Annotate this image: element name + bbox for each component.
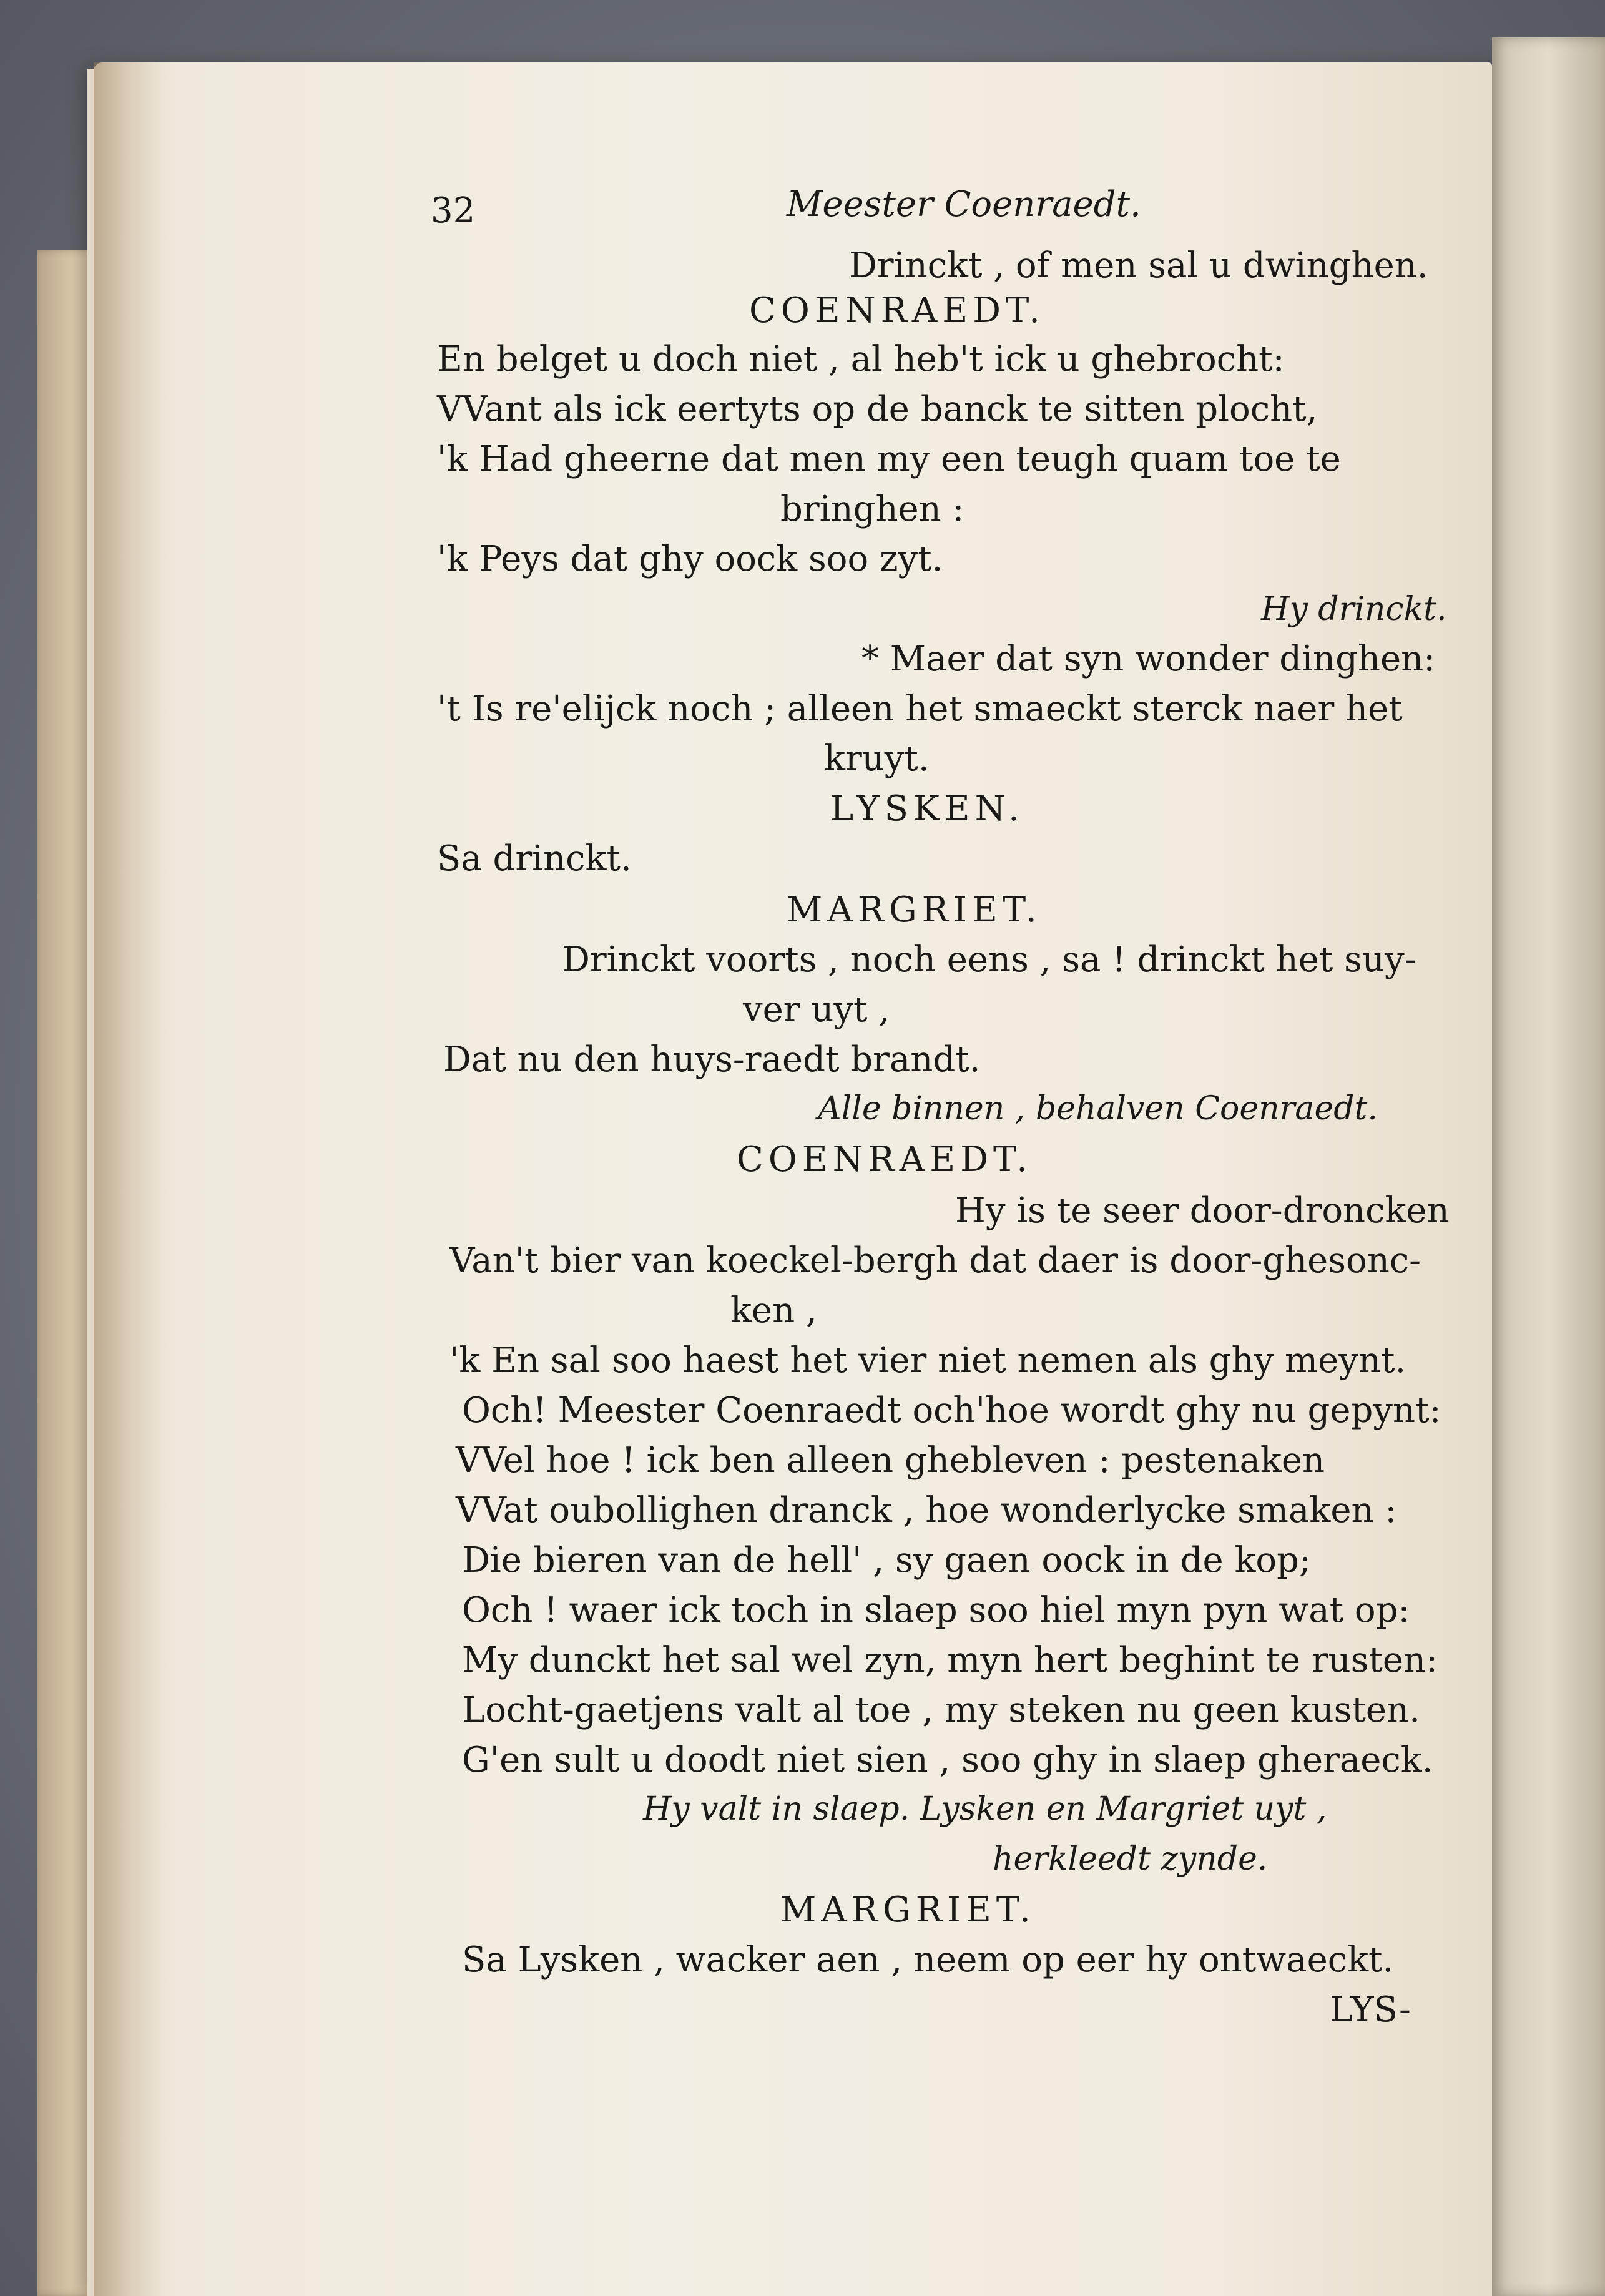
speaker-name: COENRAEDT. [749, 290, 1045, 331]
verse-line: kruyt. [824, 738, 930, 779]
speaker-name: LYSKEN. [830, 788, 1024, 829]
verse-line: Die bieren van de hell' , sy gaen oock in de kop; [462, 1540, 1311, 1581]
verse-line: My dunckt het sal wel zyn, myn hert beghint te rusten: [462, 1640, 1438, 1680]
stage-direction: herkleedt zynde. [993, 1840, 1268, 1878]
verse-line: 't Is re'elijck noch ; alleen het smaeckt sterck naer het [437, 689, 1403, 729]
verse-line: 'k Peys dat ghy oock soo zyt. [437, 539, 943, 579]
verse-line: Och ! waer ick toch in slaep soo hiel myn pyn wat op: [462, 1590, 1410, 1631]
verse-line: Van't bier van koeckel-bergh dat daer is door-ghesonc- [449, 1240, 1421, 1281]
verse-line: Sa drinckt. [437, 838, 632, 879]
verse-line: * Maer dat syn wonder dinghen: [861, 639, 1436, 679]
speaker-name: MARGRIET. [787, 890, 1042, 930]
verse-line: 'k Had gheerne dat men my een teugh quam toe te [437, 439, 1341, 479]
verse-line: VVat oubollighen dranck , hoe wonderlycke smaken : [456, 1490, 1397, 1531]
verse-line: Dat nu den huys-raedt brandt. [443, 1039, 981, 1080]
verse-line: 'k En sal soo haest het vier niet nemen als ghy meynt. [449, 1340, 1406, 1381]
book-page [94, 62, 1492, 2296]
verse-line: Och! Meester Coenraedt och'hoe wordt ghy nu gepynt: [462, 1390, 1441, 1431]
verse-line: G'en sult u doodt niet sien , soo ghy in slaep gheraeck. [462, 1740, 1433, 1780]
verse-line: Hy is te seer door-droncken [955, 1190, 1450, 1231]
facing-page-edge [1492, 37, 1605, 2296]
page-number: 32 [431, 190, 476, 231]
verse-line: Sa Lysken , wacker aen , neem op eer hy ontwaeckt. [462, 1940, 1394, 1980]
verse-line: Locht-gaetjens valt al toe , my steken nu geen kusten. [462, 1690, 1420, 1730]
verse-line: Drinckt , of men sal u dwinghen. [849, 245, 1428, 286]
verse-line: En belget u doch niet , al heb't ick u ghebrocht: [437, 339, 1285, 380]
stage-direction: Alle binnen , behalven Coenraedt. [818, 1090, 1378, 1127]
stage-direction: Hy valt in slaep. Lysken en Margriet uyt , [643, 1790, 1327, 1828]
running-head: Meester Coenraedt. [787, 184, 1141, 225]
verse-line: VVel hoe ! ick ben alleen ghebleven : pestenaken [456, 1440, 1325, 1481]
catchword: LYS- [1330, 1989, 1411, 2030]
verse-line: VVant als ick eertyts op de banck te sitten plocht, [437, 389, 1318, 429]
speaker-name: COENRAEDT. [737, 1139, 1033, 1180]
verse-line: ver uyt , [743, 989, 890, 1030]
speaker-name: MARGRIET. [780, 1890, 1036, 1930]
verse-line: ken , [730, 1290, 817, 1331]
verse-line: Drinckt voorts , noch eens , sa ! drinckt het suy- [562, 939, 1416, 980]
stage-direction: Hy drinckt. [1261, 591, 1447, 628]
verse-line: bringhen : [780, 489, 964, 529]
page-gutter-shadow [94, 62, 162, 2296]
